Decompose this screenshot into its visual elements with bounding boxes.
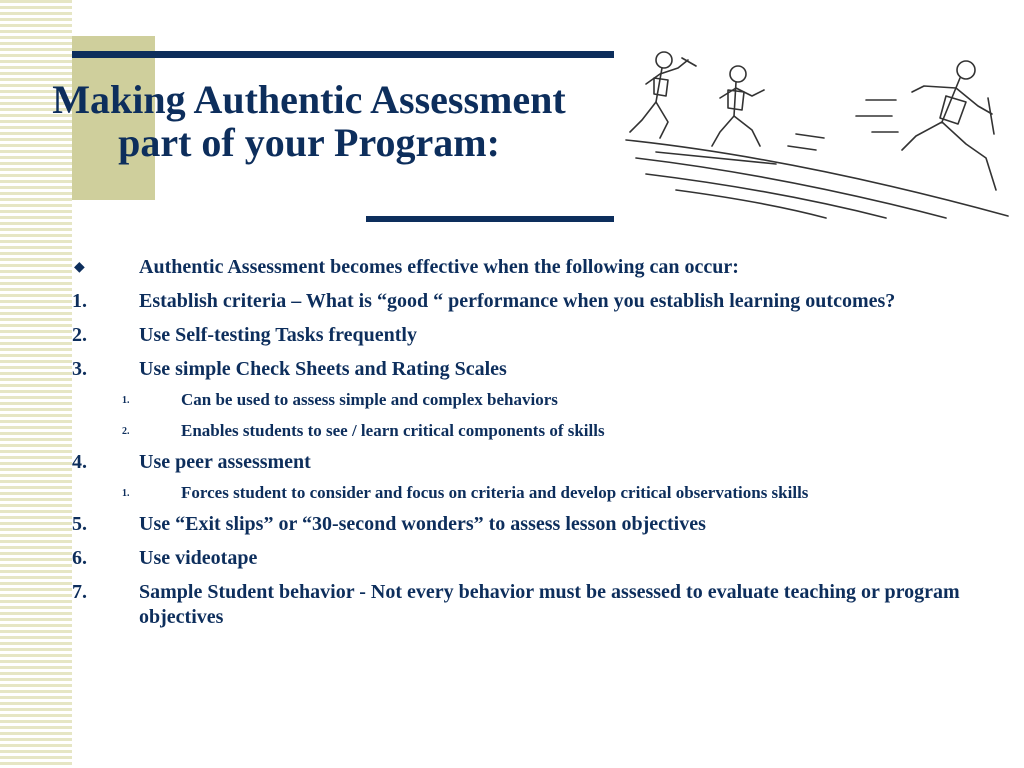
list-item-number: 3. bbox=[72, 358, 87, 380]
list-item bbox=[72, 512, 982, 537]
list-item bbox=[72, 357, 982, 382]
diamond-bullet-icon: ◆ bbox=[74, 260, 85, 275]
relay-runners-sketch-icon bbox=[616, 40, 1016, 220]
list-item-number: 6. bbox=[72, 547, 87, 569]
list-item bbox=[72, 546, 982, 571]
list-item-number: 5. bbox=[72, 513, 87, 535]
list-item bbox=[72, 580, 982, 630]
title-rule-bottom bbox=[366, 216, 614, 222]
list-subitem-text: Can be used to assess simple and complex behaviors bbox=[181, 390, 558, 409]
list-item-text: Sample Student behavior - Not every behavior must be assessed to evaluate teaching or program objectives bbox=[139, 581, 960, 628]
list-subitem bbox=[72, 419, 982, 442]
title-rule-top bbox=[72, 51, 614, 58]
list-subitem bbox=[72, 481, 982, 504]
list-item-text: Establish criteria – What is “good “ performance when you establish learning outcomes? bbox=[139, 290, 896, 312]
list-item-number: 1. bbox=[72, 290, 87, 312]
list-item bbox=[72, 323, 982, 348]
list-subitem-text: Enables students to see / learn critical components of skills bbox=[181, 421, 605, 440]
assessment-list bbox=[72, 255, 982, 639]
title-line-2: part of your Program: bbox=[118, 120, 500, 165]
list-subitem-number: 1. bbox=[122, 395, 130, 406]
list-item-text: Use Self-testing Tasks frequently bbox=[139, 324, 417, 346]
slide-title bbox=[0, 78, 618, 164]
list-item-text: Use “Exit slips” or “30-second wonders” to assess lesson objectives bbox=[139, 513, 706, 535]
title-line-1: Making Authentic Assessment bbox=[52, 77, 566, 122]
list-subitem-text: Forces student to consider and focus on criteria and develop critical observations skills bbox=[181, 483, 809, 502]
list-item-text: Use peer assessment bbox=[139, 451, 311, 473]
list-item-text: Use simple Check Sheets and Rating Scales bbox=[139, 358, 507, 380]
list-item-number: 4. bbox=[72, 451, 87, 473]
list-intro-text: Authentic Assessment becomes effective when the following can occur: bbox=[139, 256, 739, 278]
list-subitem bbox=[72, 388, 982, 411]
list-item-number: 2. bbox=[72, 324, 87, 346]
list-subitem-number: 1. bbox=[122, 488, 130, 499]
list-item-text: Use videotape bbox=[139, 547, 258, 569]
list-item bbox=[72, 450, 982, 475]
list-item-number: 7. bbox=[72, 581, 87, 603]
list-intro bbox=[72, 255, 982, 280]
list-subitem-number: 2. bbox=[122, 426, 130, 437]
list-item bbox=[72, 289, 982, 314]
